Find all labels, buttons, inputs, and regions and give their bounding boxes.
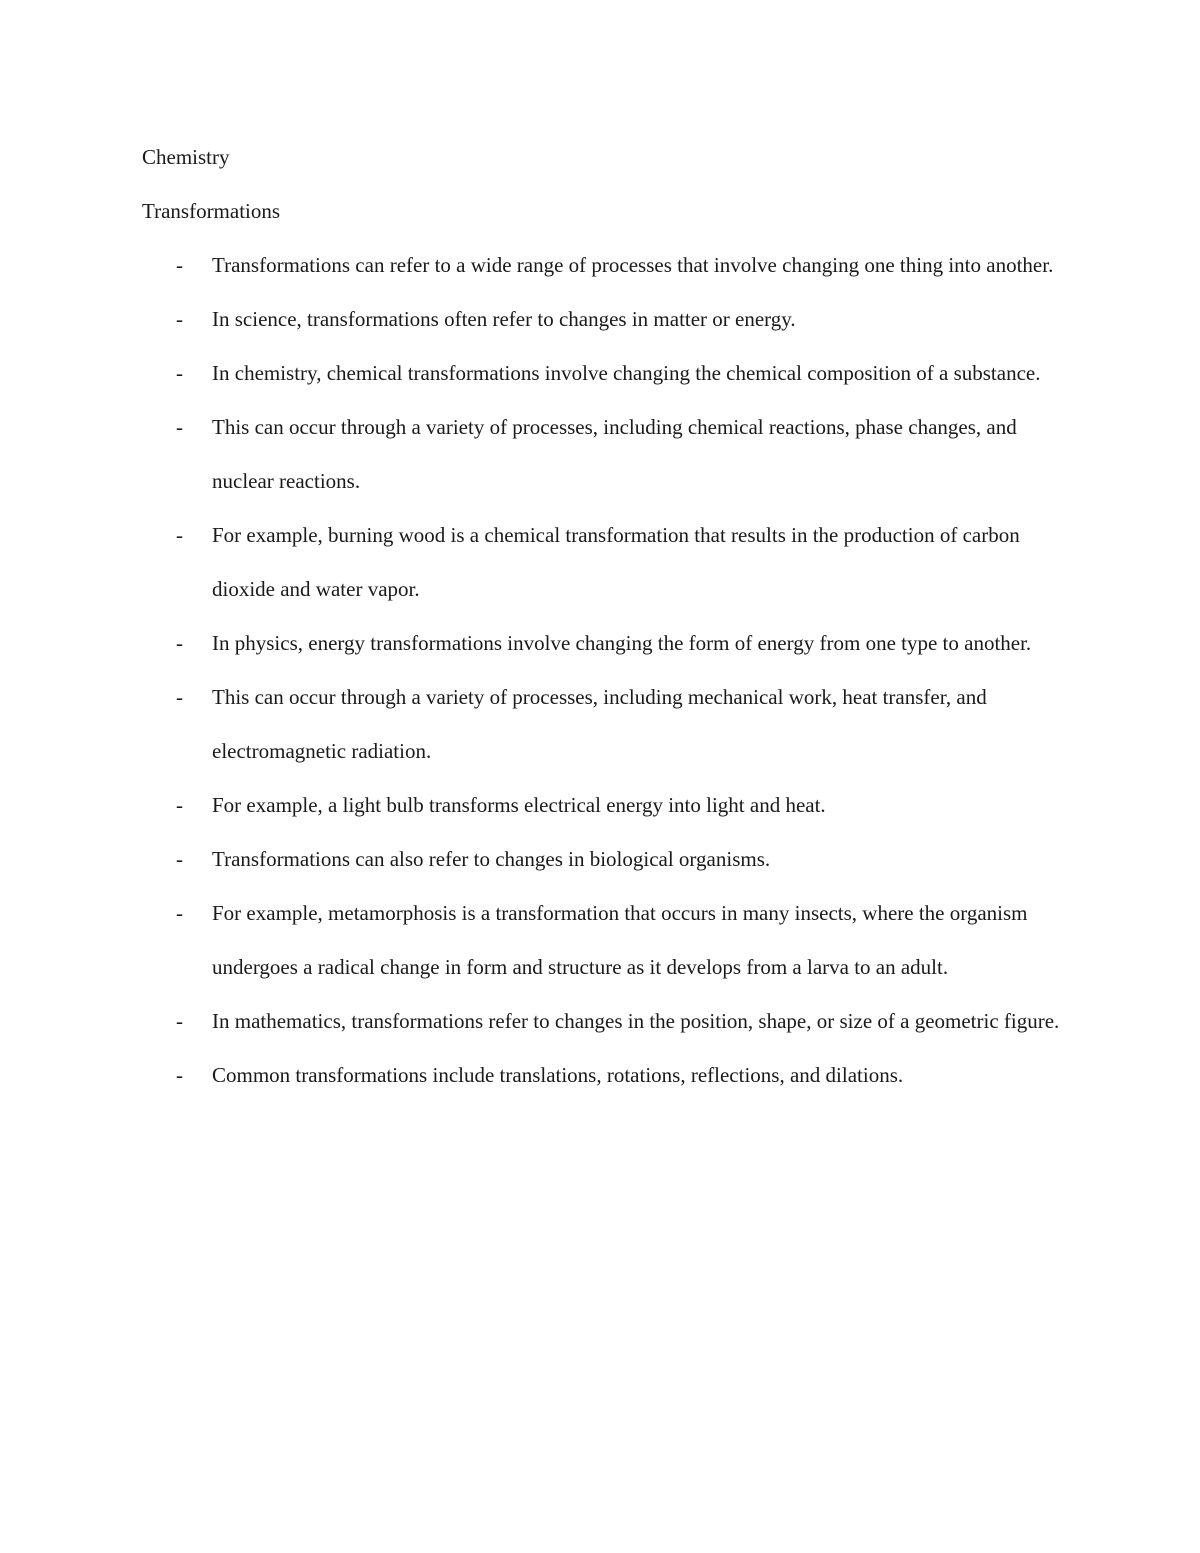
list-item <box>142 886 1062 994</box>
list-item <box>142 346 1062 400</box>
list-item-text: In physics, energy transformations involve changing the form of energy from one type to another. <box>212 631 1032 655</box>
bullet-dash: - <box>176 901 183 925</box>
list-item-text: In mathematics, transformations refer to changes in the position, shape, or size of a geometric figure. <box>212 1009 1060 1033</box>
list-item <box>142 994 1062 1048</box>
list-item <box>142 292 1062 346</box>
list-item-text: This can occur through a variety of processes, including mechanical work, heat transfer, and electromagnetic radiation. <box>212 685 987 763</box>
list-item-text: Transformations can also refer to changes in biological organisms. <box>212 847 771 871</box>
bullet-dash: - <box>176 685 183 709</box>
list-item <box>142 400 1062 508</box>
bullet-dash: - <box>176 523 183 547</box>
bullet-dash: - <box>176 793 183 817</box>
document-heading: Chemistry <box>142 145 230 169</box>
list-item-text: In chemistry, chemical transformations involve changing the chemical composition of a substance. <box>212 361 1041 385</box>
bullet-list <box>142 238 1062 1102</box>
list-item <box>142 670 1062 778</box>
document-subheading: Transformations <box>142 199 281 223</box>
document-body <box>142 130 1062 1102</box>
list-item-text: Common transformations include translations, rotations, reflections, and dilations. <box>212 1063 904 1087</box>
list-item <box>142 1048 1062 1102</box>
list-item-text: For example, metamorphosis is a transformation that occurs in many insects, where the organism undergoes a radical change in form and structure as it develops from a larva to an adult. <box>212 901 1028 979</box>
bullet-dash: - <box>176 631 183 655</box>
list-item <box>142 238 1062 292</box>
list-item-text: In science, transformations often refer to changes in matter or energy. <box>212 307 796 331</box>
list-item <box>142 508 1062 616</box>
list-item <box>142 778 1062 832</box>
list-item <box>142 616 1062 670</box>
list-item-text: For example, a light bulb transforms electrical energy into light and heat. <box>212 793 826 817</box>
bullet-dash: - <box>176 307 183 331</box>
list-item-text: This can occur through a variety of processes, including chemical reactions, phase changes, and nuclear reactions. <box>212 415 1017 493</box>
bullet-dash: - <box>176 1009 183 1033</box>
list-item-text: Transformations can refer to a wide range of processes that involve changing one thing into another. <box>212 253 1054 277</box>
bullet-dash: - <box>176 415 183 439</box>
bullet-dash: - <box>176 361 183 385</box>
list-item-text: For example, burning wood is a chemical transformation that results in the production of carbon dioxide and water vapor. <box>212 523 1020 601</box>
bullet-dash: - <box>176 847 183 871</box>
bullet-dash: - <box>176 253 183 277</box>
bullet-dash: - <box>176 1063 183 1087</box>
list-item <box>142 832 1062 886</box>
